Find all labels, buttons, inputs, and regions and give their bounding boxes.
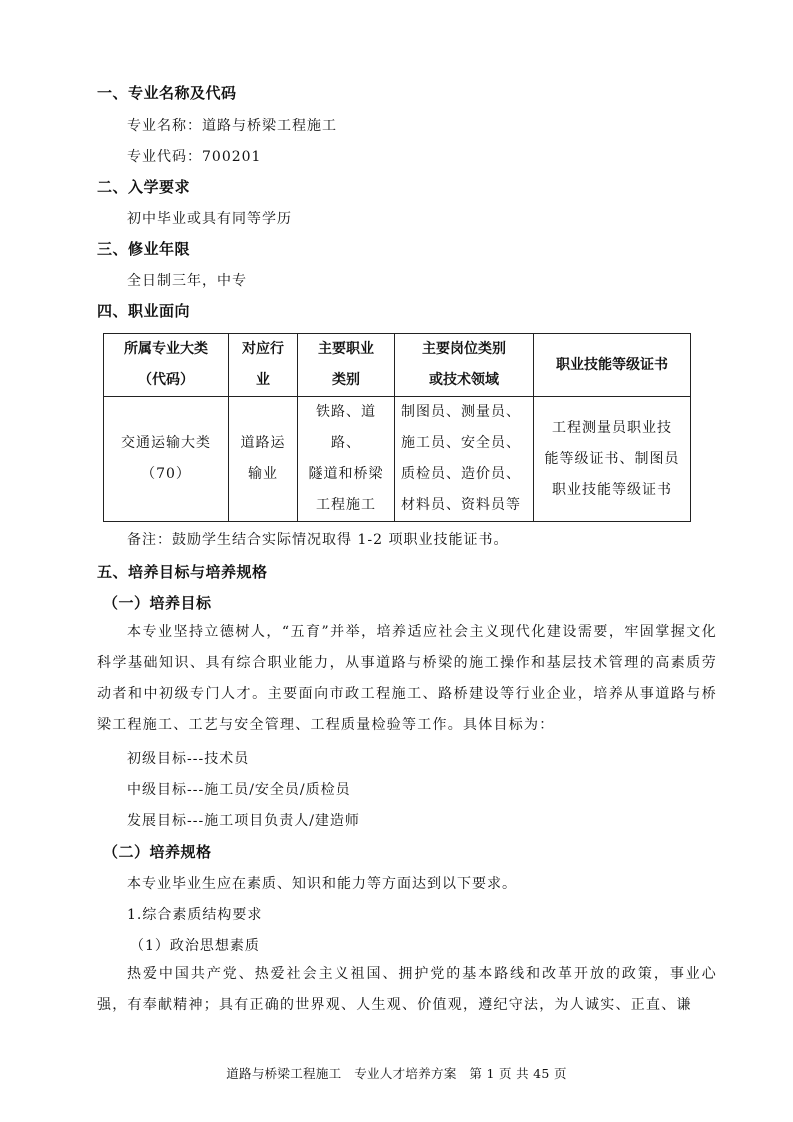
table-row bbox=[104, 397, 691, 522]
goal-item: 发展目标---施工项目负责人/建造师 bbox=[127, 813, 360, 829]
political-quality-paragraph: 热爱中国共产党、热爱社会主义祖国、拥护党的基本路线和改革开放的政策，事业心强，有奉献精神；具有正确的世界观、人生观、价值观，遵纪守法，为人诚实、正直、谦 bbox=[97, 966, 717, 1013]
table-cell: 制图员、测量员、 施工员、安全员、 质检员、造价员、 材料员、资料员等 bbox=[395, 397, 534, 522]
study-duration: 全日制三年，中专 bbox=[127, 273, 247, 289]
table-header-cell: 对应行 业 bbox=[229, 334, 298, 397]
major-code: 专业代码：700201 bbox=[127, 149, 262, 165]
table-note: 备注：鼓励学生结合实际情况取得 1-2 项职业技能证书。 bbox=[127, 532, 509, 548]
section-5-heading: 五、培养目标与培养规格 bbox=[97, 563, 268, 581]
table-header-row bbox=[104, 334, 691, 397]
training-goal-paragraph: 本专业坚持立德树人，“五育”并举，培养适应社会主义现代化建设需要，牢固掌握文化科学基础知识、具有综合职业能力，从事道路与桥梁的施工操作和基层技术管理的高素质劳动者和中初级专门人才。主要面向市政工程施工、路桥建设等行业企业，培养从事道路与桥梁工程施工、工艺与安全管理、工程质量检验等工作。具体目标为： bbox=[97, 624, 717, 733]
table-cell: 道路运 输业 bbox=[229, 397, 298, 522]
section-3-heading: 三、修业年限 bbox=[97, 240, 191, 258]
page-footer: 道路与桥梁工程施工 专业人才培养方案 第 1 页 共 45 页 bbox=[226, 1066, 567, 1081]
spec-item-1-1: （1）政治思想素质 bbox=[130, 938, 260, 954]
table-cell: 工程测量员职业技 能等级证书、制图员 职业技能等级证书 bbox=[534, 397, 691, 522]
section-1-heading: 一、专业名称及代码 bbox=[97, 84, 237, 102]
table-header-cell: 主要岗位类别 或技术领域 bbox=[395, 334, 534, 397]
goal-item: 中级目标---施工员/安全员/质检员 bbox=[127, 782, 351, 798]
spec-item-1: 1.综合素质结构要求 bbox=[127, 907, 263, 923]
goal-item: 初级目标---技术员 bbox=[127, 751, 250, 767]
table-cell: 交通运输大类 （70） bbox=[104, 397, 229, 522]
subsection-training-spec-heading: （二）培养规格 bbox=[103, 843, 212, 861]
table-header-cell: 职业技能等级证书 bbox=[534, 334, 691, 397]
admission-requirement: 初中毕业或具有同等学历 bbox=[127, 211, 292, 227]
table-header-cell: 所属专业大类 （代码） bbox=[104, 334, 229, 397]
table-cell: 铁路、道路、 隧道和桥梁 工程施工 bbox=[298, 397, 395, 522]
subsection-training-goal-heading: （一）培养目标 bbox=[103, 594, 212, 612]
major-name: 专业名称：道路与桥梁工程施工 bbox=[127, 118, 337, 134]
section-4-heading: 四、职业面向 bbox=[97, 302, 191, 320]
section-2-heading: 二、入学要求 bbox=[97, 178, 191, 196]
career-orientation-table bbox=[103, 333, 691, 522]
table-header-cell: 主要职业 类别 bbox=[298, 334, 395, 397]
spec-intro: 本专业毕业生应在素质、知识和能力等方面达到以下要求。 bbox=[127, 876, 517, 892]
